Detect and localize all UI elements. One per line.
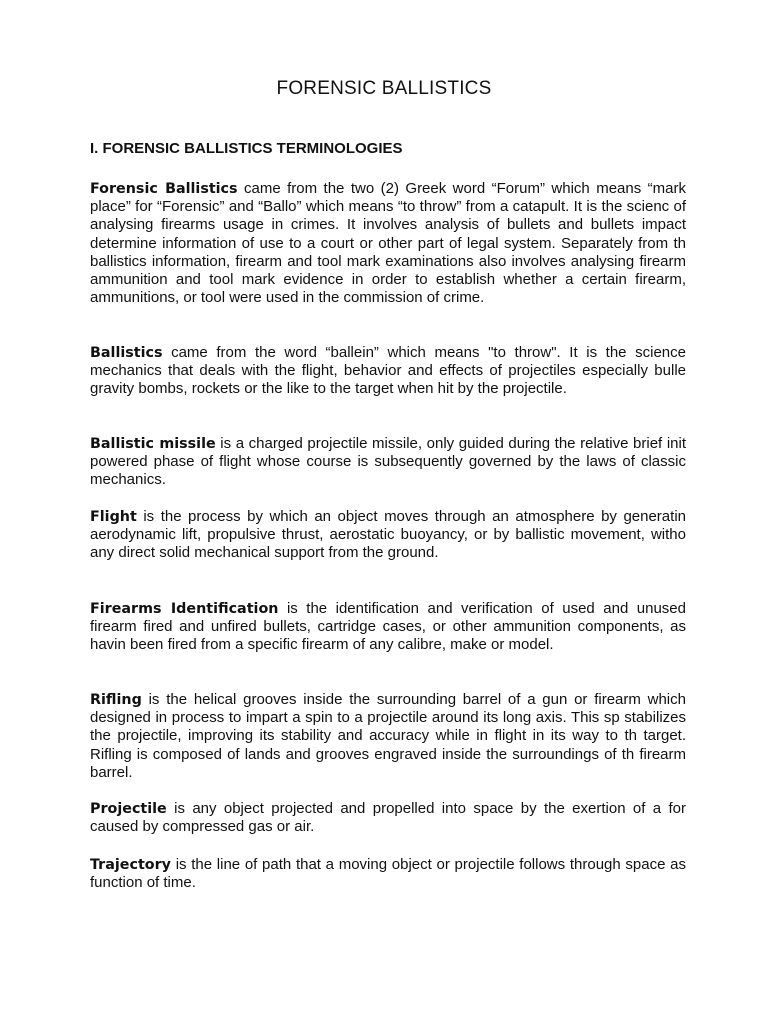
paragraph-projectile	[90, 800, 686, 836]
paragraph-ballistic-missile	[90, 435, 686, 490]
definition-flight: is the process by which an object moves through an atmosphere by generatin aerodynamic lift, propulsive thrust, aerostatic buoyancy, or by ballistic movement, witho any direct solid mechanical support from the ground.	[90, 508, 686, 562]
section-heading: I. FORENSIC BALLISTICS TERMINOLOGIES	[90, 140, 403, 157]
term-trajectory: Trajectory	[90, 857, 171, 873]
definition-projectile: is any object projected and propelled into space by the exertion of a for caused by compressed gas or air.	[90, 800, 686, 836]
definition-firearms-identification: is the identification and verification of used and unused firearm fired and unfired bullets, cartridge cases, or other ammunition components, as havin been fired from a specific firearm of any calibre, make or model.	[90, 600, 686, 654]
definition-ballistic-missile: is a charged projectile missile, only guided during the relative brief init powered phase of flight whose course is subsequently governed by the laws of classic mechanics.	[90, 435, 686, 489]
paragraph-forensic-ballistics	[90, 180, 686, 307]
term-firearms-identification: Firearms Identification	[90, 601, 279, 617]
term-projectile: Projectile	[90, 801, 167, 817]
definition-trajectory: is the line of path that a moving object or projectile follows through space as function of time.	[90, 856, 686, 892]
definition-forensic-ballistics: came from the two (2) Greek word “Forum” which means “mark place” for “Forensic” and “Ballo” which means “to throw” from a catapult. It is the scienc of analysing firearms usage in crimes. It involves analysis of bullets and bullets impact determine information of use to a court or other part of legal system. Separately from th ballistics information, firearm and tool mark examinations also involves analysing firearm ammunition and tool mark evidence in order to establish whether a certain firearm, ammunitions, or tool were used in the commission of crime.	[90, 180, 686, 307]
paragraph-trajectory	[90, 856, 686, 892]
term-flight: Flight	[90, 509, 137, 525]
term-ballistic-missile: Ballistic missile	[90, 436, 216, 452]
term-forensic-ballistics: Forensic Ballistics	[90, 181, 238, 197]
paragraph-flight	[90, 508, 686, 563]
paragraph-rifling	[90, 691, 686, 782]
paragraph-ballistics	[90, 344, 686, 399]
term-ballistics: Ballistics	[90, 345, 163, 361]
definition-ballistics: came from the word “ballein” which means "to throw". It is the science mechanics that deals with the flight, behavior and effects of projectiles especially bulle gravity bombs, rockets or the like to the target when hit by the projectile.	[90, 344, 686, 398]
term-rifling: Rifling	[90, 692, 142, 708]
page-title: FORENSIC BALLISTICS	[276, 78, 492, 99]
paragraph-firearms-identification	[90, 600, 686, 655]
definition-rifling: is the helical grooves inside the surrounding barrel of a gun or firearm which designed in process to impart a spin to a projectile around its long axis. This sp stabilizes the projectile, improving its stability and accuracy while in flight in its way to th target. Rifling is composed of lands and grooves engraved inside the surroundings of th firearm barrel.	[90, 691, 686, 781]
